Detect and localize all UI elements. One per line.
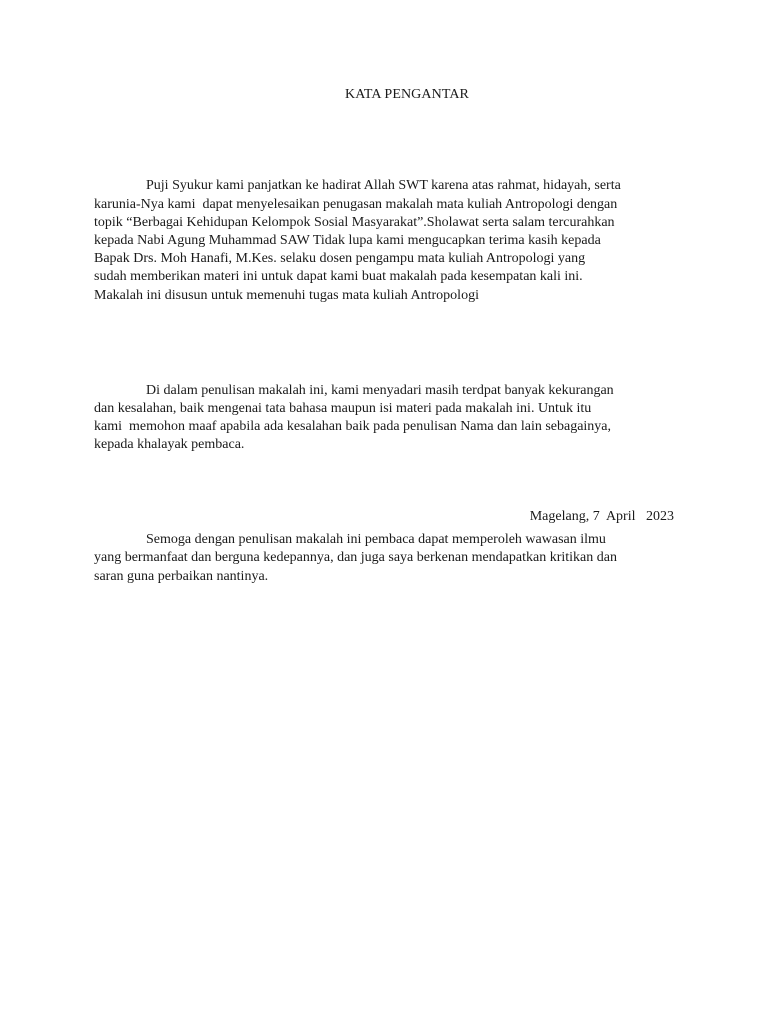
paragraph-line: Bapak Drs. Moh Hanafi, M.Kes. selaku dosen pengampu mata kuliah Antropologi yang (94, 251, 586, 267)
paragraph-line: dan kesalahan, baik mengenai tata bahasa maupun isi materi pada makalah ini. Untuk itu (94, 400, 592, 416)
paragraph-line: karunia-Nya kami dapat menyelesaikan penugasan makalah mata kuliah Antropologi dengan (94, 196, 618, 212)
paragraph-line: kami memohon maaf apabila ada kesalahan baik pada penulisan Nama dan lain sebagainya, (94, 419, 612, 435)
paragraph-1 (94, 141, 680, 341)
paragraph-line: Puji Syukur kami panjatkan ke hadirat Allah SWT karena atas rahmat, hidayah, serta (146, 178, 621, 194)
paragraph-line: Semoga dengan penulisan makalah ini pembaca dapat memperoleh wawasan ilmu (146, 532, 606, 548)
paragraph-line: Di dalam penulisan makalah ini, kami menyadari masih terdpat banyak kekurangan (146, 382, 614, 398)
document-title: KATA PENGANTAR (345, 87, 469, 102)
place-date-signature: Magelang, 7 April 2023 (529, 509, 674, 524)
paragraph-line: topik “Berbagai Kehidupan Kelompok Sosial Masyarakat”.Sholawat serta salam tercurahkan (94, 214, 615, 230)
document-body (94, 141, 680, 622)
paragraph-line: kepada khalayak pembaca. (94, 437, 245, 453)
paragraph-line: saran guna perbaikan nantinya. (94, 568, 269, 584)
paragraph-line: sudah memberikan materi ini untuk dapat kami buat makalah pada kesempatan kali ini. (94, 269, 583, 285)
paragraph-line: kepada Nabi Agung Muhammad SAW Tidak lupa kami mengucapkan terima kasih kepada (94, 233, 601, 249)
paragraph-2 (94, 345, 680, 491)
paragraph-line: Makalah ini disusun untuk memenuhi tugas mata kuliah Antropologi (94, 287, 479, 303)
paragraph-line: yang bermanfaat dan berguna kedepannya, dan juga saya berkenan mendapatkan kritikan dan (94, 550, 617, 566)
